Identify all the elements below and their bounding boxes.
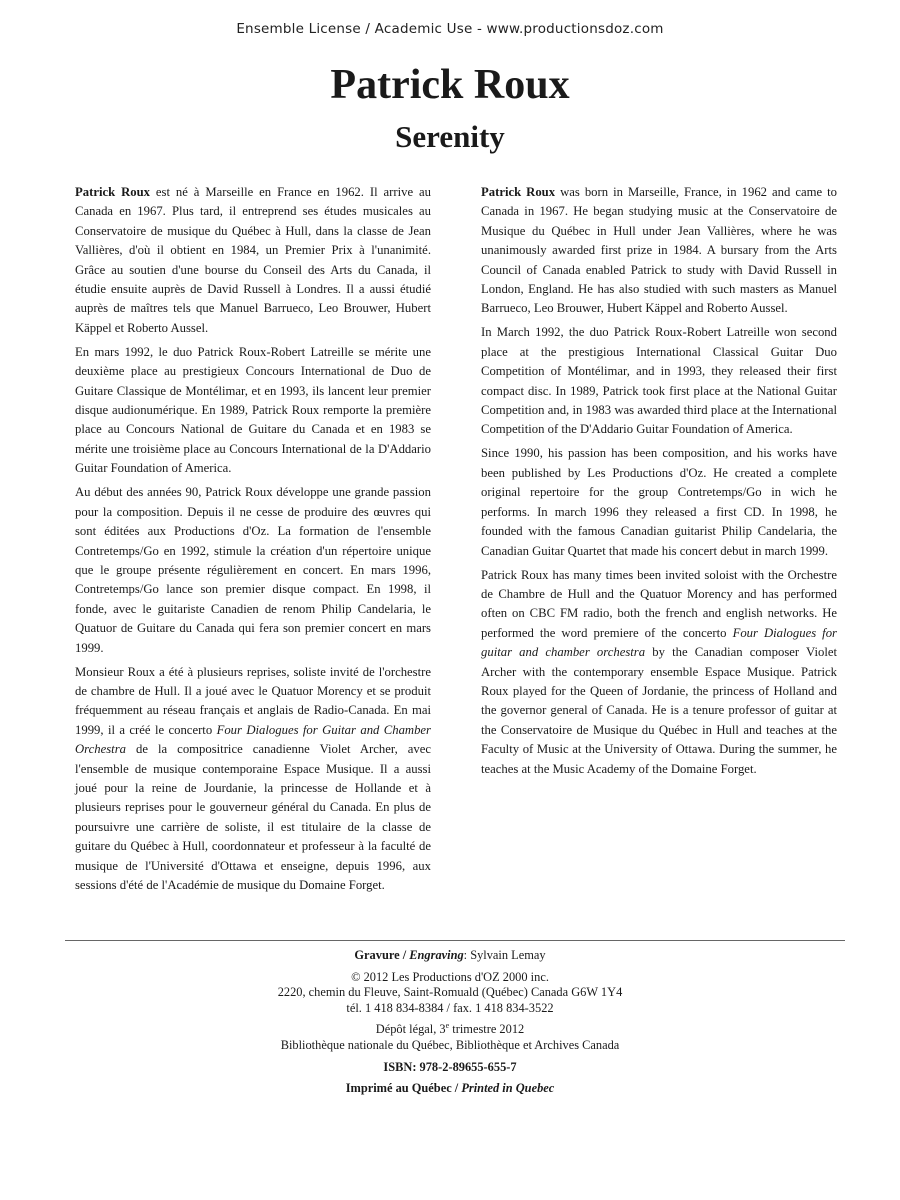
publication-footer xyxy=(0,948,900,1097)
bio-en-paragraph-3: Since 1990, his passion has been composition, and his works have been published by Les Productions d'Oz. He created a complete original repertoire for the group Contretemps/Go in wich he performs. In march 1996 they released a first CD. In 1998, he founded with the famous Canadian guitarist Philip Candelaria, the Canadian Guitar Quartet that made his concert debut in march 1999. xyxy=(481,446,837,558)
bio-en-p1-text: was born in Marseille, France, in 1962 and came to Canada in 1967. He began studying music at the Conservatoire de Musique du Québec in Hull under Jean Vallières, where he was unanimously awarded first prize in 1984. A bursary from the Arts Council of Canada enabled Patrick to study with David Russell in London, England. He has also studied with such masters as Manuel Barrueco, Leo Brouwer, Hubert Käppel and Roberto Aussel. xyxy=(481,185,837,316)
bio-fr-p4-text-a: Monsieur Roux a été à plusieurs reprises, soliste invité de l'orchestre de chambre de Hull. Il a joué avec le Quatuor Morency et se produit fréquemment au réseau français et anglais de Radio-Canada. En mai 1999, il a créé le concerto xyxy=(75,664,431,737)
bio-fr-p4-text-b: de la compositrice canadienne Violet Archer, avec l'ensemble de musique contemporaine Espace Musique. Il a aussi joué pour la reine de Jourdanie, la princesse de Hollande et à plusieurs reprises pour le gouverneur général du Canada. En plus de poursuivre une carrière de soliste, il est titulaire de la classe de guitare du Québec à Hull, coordonnateur et professeur à la faculté de musique de l'Université d'Ottawa et enseigne, depuis 1996, aux sessions d'été de l'Académie de musique du Domaine Forget. xyxy=(75,742,431,892)
publisher-address: 2220, chemin du Fleuve, Saint-Romuald (Québec) Canada G6W 1Y4 xyxy=(277,985,623,1000)
bio-fr-p1-text: est né à Marseille en France en 1962. Il arrive au Canada en 1967. Plus tard, il entreprend ses études musicales au Conservatoire de musique du Québec à Hull, dans la classe de Jean Vallières, d'où il obtient en 1984, un Premier Prix à l'unanimité. Grâce au soutien d'une bourse du Conseil des Arts du Canada, il étudie ensuite auprès de David Russell à Londres. Il a aussi étudié auprès de maîtres tels que Manuel Barrueco, Leo Brouwer, Hubert Käppel et Roberto Aussel. xyxy=(75,185,431,335)
work-title: Serenity xyxy=(395,119,505,154)
legal-deposit-text-b: trimestre 2012 xyxy=(449,1022,525,1037)
printed-fr: Imprimé au Québec / xyxy=(345,1081,462,1096)
composer-name: Patrick Roux xyxy=(330,62,570,108)
bio-fr-paragraph-1 xyxy=(75,183,431,338)
engraver-name: : Sylvain Lemay xyxy=(463,948,546,962)
biography-french xyxy=(75,183,431,900)
bio-en-paragraph-2: In March 1992, the duo Patrick Roux-Robert Latreille won second place at the prestigious International Classical Guitar Duo Competition of Montélimar, and in 1993, they released their first compact disc. In 1989, Patrick took first place at the National Guitar Competition and, in 1983 was awarded third place at the International Competition of the D'Addario Guitar Foundation of America. xyxy=(481,325,837,437)
isbn-text: ISBN: 978-2-89655-655-7 xyxy=(383,1059,517,1074)
bio-en-p4-text-a: Patrick Roux has many times been invited soloist with the Orchestre de Chambre de Hull and the Quatuor Morency and has performed often on CBC FM radio, both the french and english networks. He performed the word premiere of the concerto xyxy=(481,567,837,640)
printed-in xyxy=(0,1081,900,1097)
publisher-phone: tél. 1 418 834-8384 / fax. 1 418 834-3522 xyxy=(346,1000,554,1015)
library-line: Bibliothèque nationale du Québec, Bibliothèque et Archives Canada xyxy=(280,1037,620,1052)
footer-divider xyxy=(65,940,845,941)
bio-en-p4-text-b: by the Canadian composer Violet Archer with the contemporary ensemble Espace Musique. Patrick Roux played for the Queen of Jordanie, the princess of Holland and the governor general of Canada. He is a tenure professor of guitar at the Conservatoire de Musique du Québec in Hull and teaches at the Faculty of Music at the University of Ottawa. During the summer, he teaches at the Music Academy of the Domaine Forget. xyxy=(481,645,837,776)
printed-en: Printed in Quebec xyxy=(461,1081,555,1096)
engraving-label-en: Engraving xyxy=(409,948,464,962)
biography-english xyxy=(481,183,837,784)
engraving-credit xyxy=(0,948,900,964)
bio-en-paragraph-1 xyxy=(481,183,837,319)
legal-deposit-text-a: Dépôt légal, 3 xyxy=(375,1022,446,1037)
bio-en-paragraph-4 xyxy=(481,566,837,779)
copyright-line: © 2012 Les Productions d'OZ 2000 inc. xyxy=(351,969,549,984)
bio-fr-paragraph-2: En mars 1992, le duo Patrick Roux-Robert Latreille se mérite une deuxième place au prestigieux Concours International de Duo de Guitare Classique de Montélimar, et en 1993, ils lancent leur premier disque audionumérique. En 1989, Patrick Roux remporte la première place au Concours National de Guitare du Canada et en 1983 se mérite une troisième place au Concours International de la D'Addario Guitar Foundation of America. xyxy=(75,344,431,476)
license-banner: Ensemble License / Academic Use - www.productionsdoz.com xyxy=(236,21,664,37)
bio-en-composer-name: Patrick Roux xyxy=(481,185,556,199)
legal-deposit-superscript: e xyxy=(445,1021,450,1031)
isbn xyxy=(0,1060,900,1076)
engraving-label-fr: Gravure / xyxy=(354,948,410,962)
bio-fr-concerto-title: Four Dialogues for Guitar and Chamber Orchestra xyxy=(75,722,431,757)
bio-en-concerto-title: Four Dialogues for guitar and chamber orchestra xyxy=(481,625,837,660)
bio-fr-paragraph-3: Au début des années 90, Patrick Roux développe une grande passion pour la composition. Depuis il ne cesse de produire des œuvres qui sont éditées aux Productions d'Oz. La formation de l'ensemble Contretemps/Go en 1992, stimule la création d'un répertoire unique que le groupe présente régulièrement en concert. En mars 1996, Contretemps/Go lance son premier disque compact. En 1998, il fonde, avec le guitariste Canadien de renom Philip Candelaria, le Quatuor de Guitare du Canada qui fera son premier concert en mars 1999. xyxy=(75,485,431,655)
bio-fr-paragraph-4 xyxy=(75,663,431,896)
bio-fr-composer-name: Patrick Roux xyxy=(75,185,150,199)
legal-deposit xyxy=(0,1022,900,1038)
